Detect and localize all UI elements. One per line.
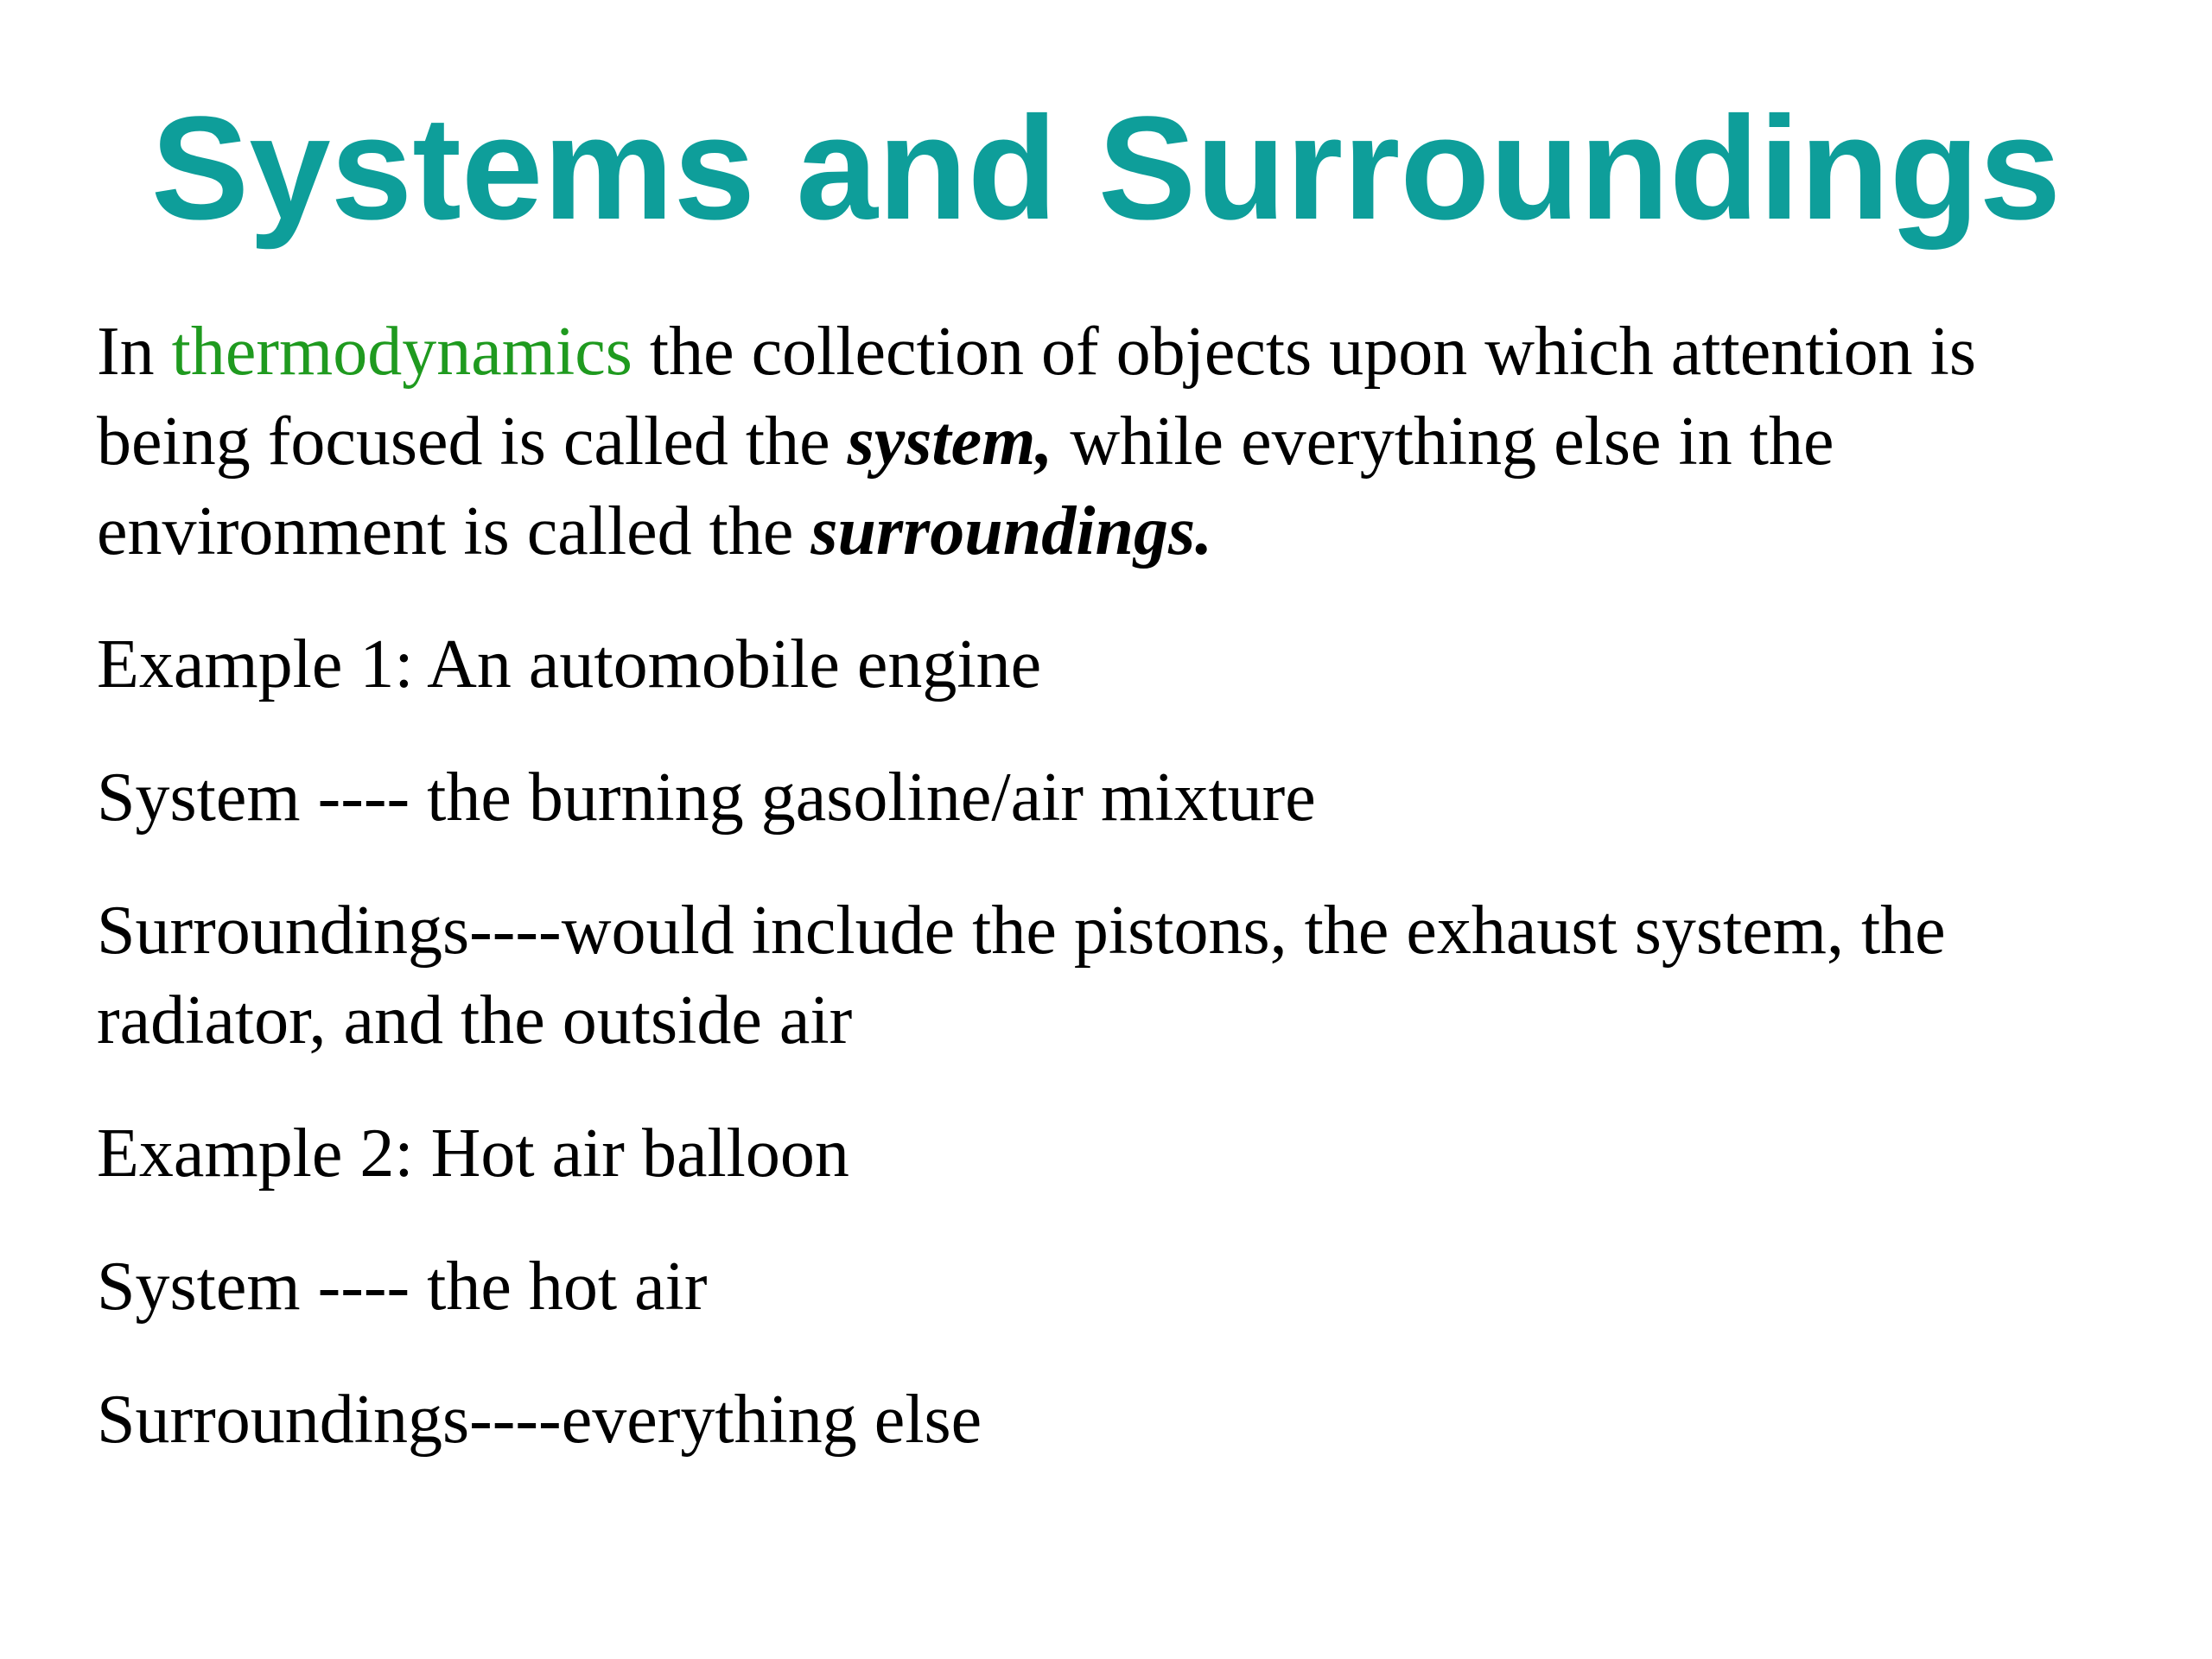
example2-system: System ---- the hot air — [97, 1249, 708, 1325]
thermodynamics-link[interactable]: thermodynamics — [171, 314, 632, 390]
example1-system: System ---- the burning gasoline/air mixture — [97, 760, 1316, 836]
slide-title: Systems and Surroundings — [150, 86, 2062, 251]
system-term: system, — [847, 404, 1053, 480]
slide-body — [97, 307, 2127, 1465]
intro-paragraph — [97, 307, 2127, 576]
example2-surroundings: Surroundings----everything else — [97, 1382, 982, 1458]
intro-text-2: the collection of objects upon which attention is being focused is called the — [97, 314, 1977, 480]
intro-text-3: while everything else in the environment is called the — [97, 404, 1834, 569]
intro-text-1: In — [97, 314, 172, 390]
surroundings-term: surroundings. — [810, 493, 1213, 569]
example1-heading: Example 1: An automobile engine — [97, 626, 1042, 702]
example1-surroundings: Surroundings----would include the pistons, the exhaust system, the radiator, and the outside air — [97, 893, 1946, 1058]
example2-heading: Example 2: Hot air balloon — [97, 1116, 849, 1192]
